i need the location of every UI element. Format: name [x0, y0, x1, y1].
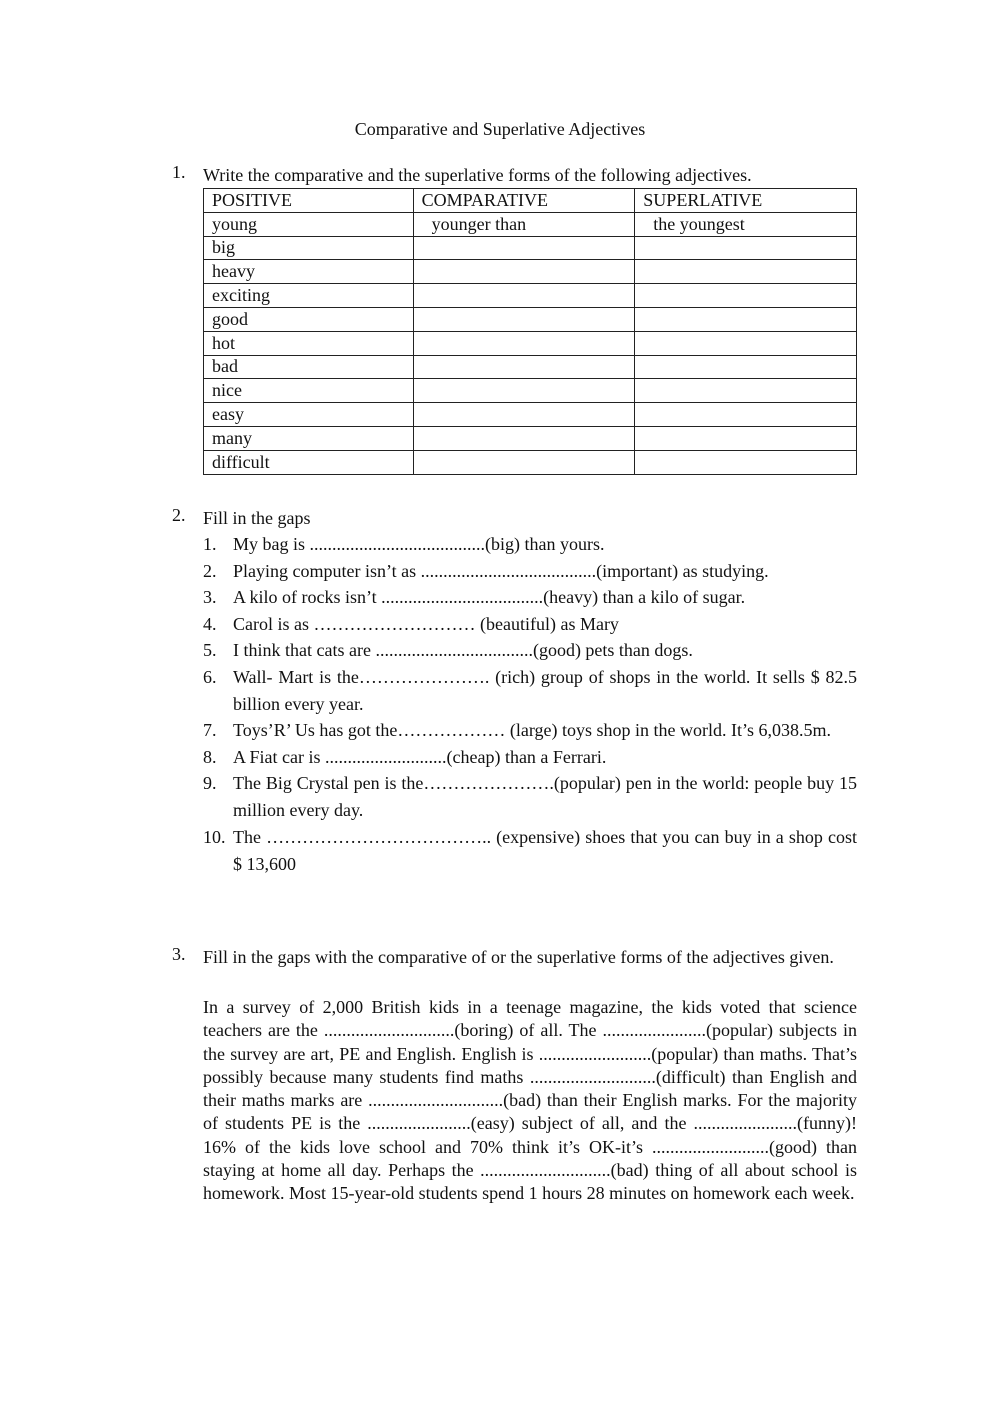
table-row: [204, 450, 857, 474]
comparative-cell[interactable]: [413, 331, 635, 355]
positive-cell: heavy: [204, 260, 414, 284]
item-number: 6.: [203, 666, 217, 687]
list-item: [203, 744, 857, 771]
item-sentence: Toys’R’ Us has got the……………… (large) toys shop in the world. It’s 6,038.5m.: [233, 720, 832, 740]
item-sentence: The Big Crystal pen is the………………….(popular) pen in the world: people buy 15 million every day.: [233, 773, 857, 820]
positive-cell: young: [204, 212, 414, 236]
positive-cell: nice: [204, 379, 414, 403]
item-number: 9.: [203, 773, 217, 793]
superlative-cell[interactable]: [635, 403, 857, 427]
positive-cell: many: [204, 426, 414, 450]
table-row: [204, 307, 857, 331]
superlative-cell[interactable]: [635, 355, 857, 379]
superlative-cell[interactable]: [635, 284, 857, 308]
item-number: 2.: [203, 560, 217, 581]
adjectives-table: [203, 188, 857, 475]
item-number: 4.: [203, 613, 217, 634]
superlative-cell[interactable]: [635, 236, 857, 260]
item-number: 7.: [203, 720, 217, 740]
comparative-cell[interactable]: [413, 450, 635, 474]
comparative-cell[interactable]: [413, 236, 635, 260]
comparative-cell[interactable]: [413, 403, 635, 427]
superlative-cell[interactable]: [635, 379, 857, 403]
table-row: [204, 331, 857, 355]
item-sentence: Playing computer isn’t as .......................................(important) as studying.: [233, 560, 769, 581]
list-item: [203, 611, 857, 638]
comparative-cell[interactable]: younger than: [413, 212, 635, 236]
positive-cell: big: [204, 236, 414, 260]
header-comparative: COMPARATIVE: [413, 189, 635, 213]
table-row: [204, 212, 857, 236]
positive-cell: hot: [204, 331, 414, 355]
positive-cell: difficult: [204, 450, 414, 474]
comparative-cell[interactable]: [413, 260, 635, 284]
item-number: 8.: [203, 746, 217, 767]
survey-paragraph: In a survey of 2,000 British kids in a teenage magazine, the kids voted that science teachers are the .............................(boring) of all. The .......................(popular) subjects in the survey are art, PE and English. English is .........................(popular) than maths. That’s possibly because many students find maths ............................(difficult) than English and their maths marks are ..............................(bad) than their English marks. For the majority of students PE is the .......................(easy) subject of all, and the .......................(funny)! 16% of the kids love school and 70% think it’s OK-it’s ..........................(good) than staying at home all day. Perhaps the .............................(bad) thing of all about school is homework. Most 15-year-old students spend 1 hours 28 minutes on homework each week.: [203, 997, 857, 1204]
worksheet-title: Comparative and Superlative Adjectives: [354, 119, 646, 139]
comparative-cell[interactable]: [413, 307, 635, 331]
list-item: [203, 584, 857, 611]
table-row: [204, 260, 857, 284]
list-item: [203, 717, 857, 744]
positive-cell: easy: [204, 403, 414, 427]
list-item: [203, 531, 857, 558]
superlative-cell[interactable]: the youngest: [635, 212, 857, 236]
superlative-cell[interactable]: [635, 307, 857, 331]
table-row: [204, 379, 857, 403]
item-sentence: Wall- Mart is the…………………. (rich) group of shops in the world. It sells $ 82.5 billion every year.: [233, 666, 857, 714]
question-1-number: 1.: [172, 162, 186, 182]
item-sentence: A kilo of rocks isn’t ....................................(heavy) than a kilo of sugar.: [233, 587, 746, 607]
item-sentence: Carol is as ……………………… (beautiful) as Mary: [233, 613, 619, 634]
positive-cell: exciting: [204, 284, 414, 308]
item-number: 5.: [203, 640, 217, 660]
list-item: [203, 558, 857, 585]
table-row: [204, 355, 857, 379]
list-item: [203, 637, 857, 664]
question-2-instruction: Fill in the gaps: [203, 508, 311, 528]
comparative-cell[interactable]: [413, 379, 635, 403]
table-row: [204, 403, 857, 427]
table-header-row: [204, 189, 857, 213]
positive-cell: good: [204, 307, 414, 331]
item-sentence: I think that cats are ...................................(good) pets than dogs.: [233, 640, 693, 660]
list-item: [203, 770, 857, 824]
list-item: [203, 824, 857, 878]
question-3-instruction: Fill in the gaps with the comparative of or the superlative forms of the adjectives given.: [203, 947, 834, 967]
superlative-cell[interactable]: [635, 450, 857, 474]
question-1-instruction: Write the comparative and the superlative forms of the following adjectives.: [203, 165, 752, 185]
table-row: [204, 426, 857, 450]
list-item: [203, 664, 857, 718]
question-2-number: 2.: [172, 505, 186, 525]
comparative-cell[interactable]: [413, 426, 635, 450]
item-sentence: A Fiat car is ...........................(cheap) than a Ferrari.: [233, 746, 607, 767]
item-number: 3.: [203, 587, 217, 607]
question-3-number: 3.: [172, 944, 186, 964]
table-row: [204, 236, 857, 260]
item-number: 10.: [203, 826, 226, 847]
item-sentence: The ……………………………….. (expensive) shoes that you can buy in a shop cost $ 13,600: [233, 826, 857, 874]
header-positive: POSITIVE: [204, 189, 414, 213]
header-superlative: SUPERLATIVE: [635, 189, 857, 213]
fill-gaps-list: [203, 531, 857, 877]
comparative-cell[interactable]: [413, 355, 635, 379]
superlative-cell[interactable]: [635, 426, 857, 450]
table-row: [204, 284, 857, 308]
superlative-cell[interactable]: [635, 331, 857, 355]
item-sentence: My bag is .......................................(big) than yours.: [233, 534, 605, 554]
superlative-cell[interactable]: [635, 260, 857, 284]
comparative-cell[interactable]: [413, 284, 635, 308]
positive-cell: bad: [204, 355, 414, 379]
item-number: 1.: [203, 534, 217, 554]
